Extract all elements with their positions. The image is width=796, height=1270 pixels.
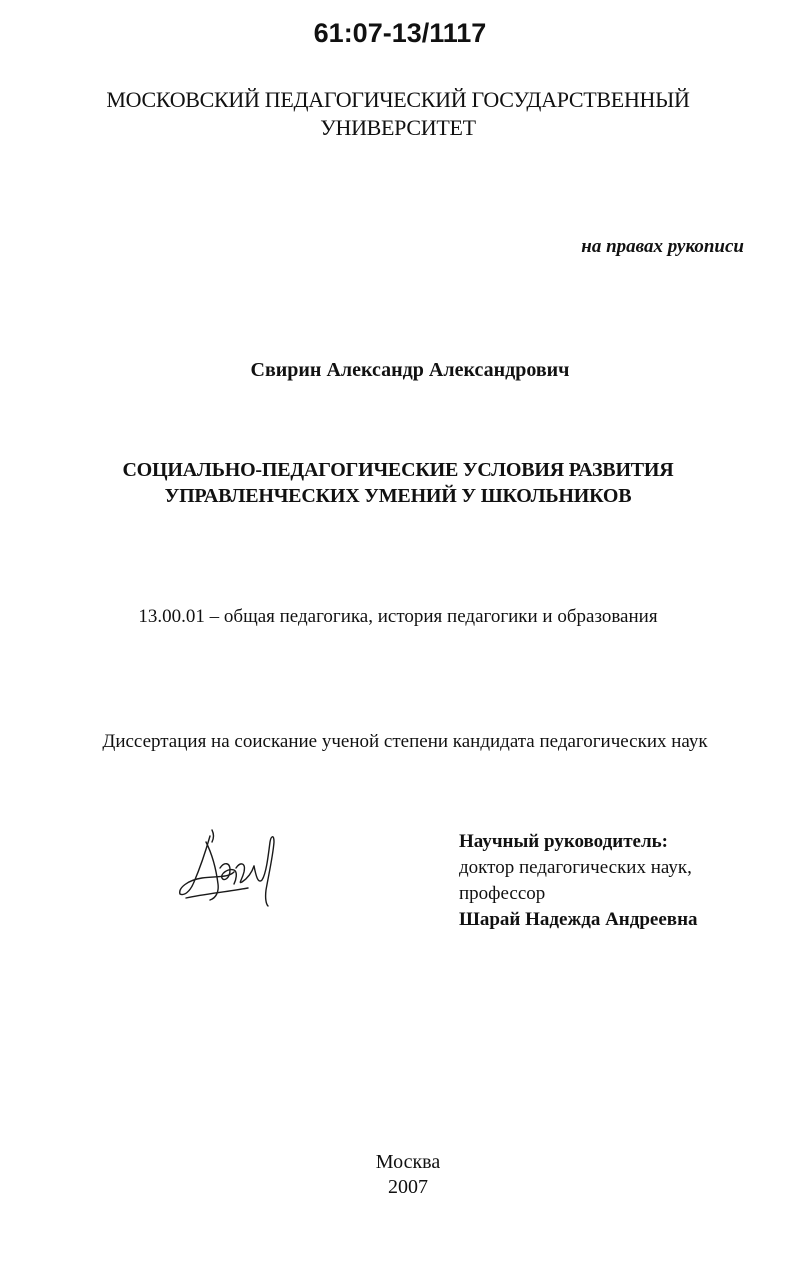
signature-stroke-4 <box>236 864 254 883</box>
manuscript-note: на правах рукописи <box>581 236 744 257</box>
year: 2007 <box>388 1176 428 1198</box>
catalog-code: 61:07-13/1117 <box>313 18 487 48</box>
author-name: Свирин Александр Александрович <box>250 359 570 381</box>
university-line-1: МОСКОВСКИЙ ПЕДАГОГИЧЕСКИЙ ГОСУДАРСТВЕННЫЙ <box>106 87 690 112</box>
signature-stroke-7 <box>212 830 214 842</box>
city-year <box>0 1150 796 1200</box>
advisor-name: Шарай Надежда Андреевна <box>459 909 698 930</box>
university-line-2: УНИВЕРСИТЕТ <box>320 115 476 140</box>
advisor-heading: Научный руководитель: <box>459 831 668 852</box>
advisor-degree: доктор педагогических наук, <box>459 857 692 878</box>
degree-statement: Диссертация на соискание ученой степени кандидата педагогических наук <box>102 731 708 752</box>
city: Москва <box>375 1151 441 1173</box>
dissertation-title <box>0 457 796 509</box>
advisor-rank: профессор <box>459 883 546 904</box>
university-name <box>0 86 796 142</box>
handwritten-signature <box>176 828 286 916</box>
signature-stroke-5 <box>254 837 274 906</box>
signature-stroke-6 <box>186 888 248 898</box>
title-line-2: УПРАВЛЕНЧЕСКИХ УМЕНИЙ У ШКОЛЬНИКОВ <box>164 485 632 507</box>
specialty-code: 13.00.01 – общая педагогика, история педагогики и образования <box>138 606 658 627</box>
signature-stroke-2 <box>206 842 218 900</box>
scientific-advisor <box>459 829 779 933</box>
title-line-1: СОЦИАЛЬНО-ПЕДАГОГИЧЕСКИЕ УСЛОВИЯ РАЗВИТИЯ <box>122 459 674 481</box>
signature-stroke-3 <box>220 864 236 884</box>
